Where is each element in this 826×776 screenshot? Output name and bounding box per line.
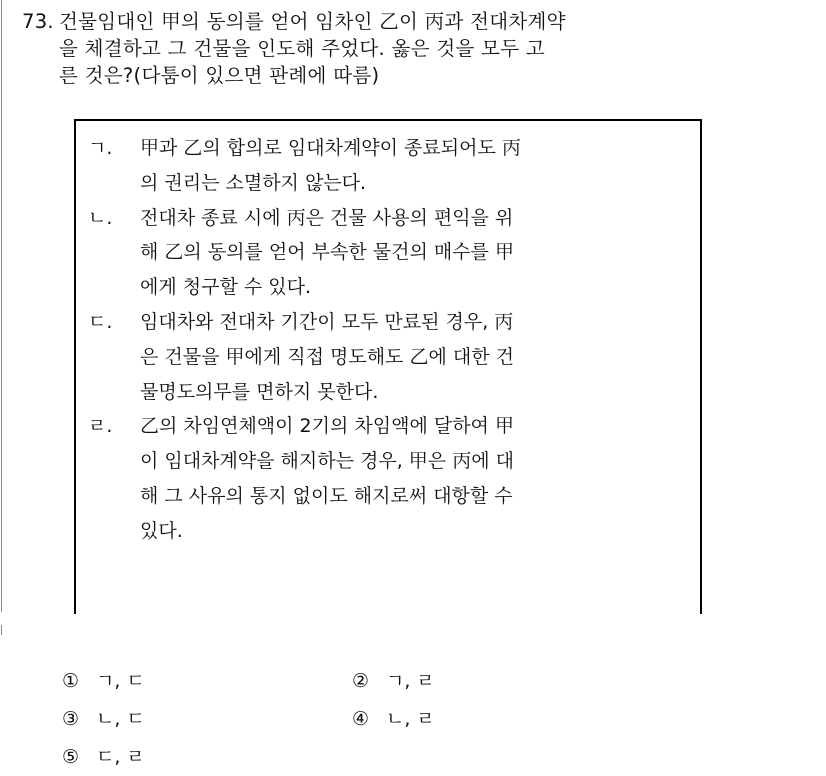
question-text: 을 체결하고 그 건물을 인도해 주었다. 옳은 것을 모두 고 [59,37,545,60]
choice-text: ㄴ, ㄹ [386,708,435,730]
statement-marker: ㄹ. [88,415,113,438]
choice-text: ㄱ, ㄷ [96,670,145,692]
choice-number: ④ [352,708,370,730]
choice-number: ⑤ [62,746,80,768]
statement-text: 물명도의무를 면하지 못한다. [140,380,379,403]
choice-row [62,662,762,700]
statement-text: 乙의 차임연체액이 2기의 차임액에 달하여 甲 [140,415,514,438]
statement-line [88,340,688,375]
answer-choices [62,662,762,776]
choice-4[interactable] [352,700,642,738]
question-number: 73. [22,10,54,33]
page-left-edge-tail [1,625,2,635]
choice-text: ㄱ, ㄹ [386,670,435,692]
statement-line [88,375,688,410]
question-line [22,8,782,35]
statement-text: 이 임대차계약을 해지하는 경우, 甲은 丙에 대 [140,450,514,473]
question-text: 른 것은?(다툼이 있으면 판례에 따름) [59,64,380,87]
choice-row [62,700,762,738]
statement-text: 임대차와 전대차 기간이 모두 만료된 경우, 丙 [140,310,514,333]
choice-row [62,738,762,776]
statement-line [88,514,688,549]
statement-marker: ㄴ. [88,206,113,229]
choice-number: ② [352,670,370,692]
question-line [22,35,782,62]
statement-line [88,270,688,305]
choice-number: ③ [62,708,80,730]
statement-text: 해 그 사유의 통지 없이도 해지로써 대항할 수 [140,484,513,507]
choice-text: ㄷ, ㄹ [96,746,145,768]
statement-text: 은 건물을 甲에게 직접 명도해도 乙에 대한 건 [140,345,514,368]
choice-2[interactable] [352,662,642,700]
statement-item-giyeok [88,131,688,166]
choice-text: ㄴ, ㄷ [96,708,145,730]
statement-item-nieun [88,201,688,236]
statement-line [88,166,688,201]
question-stem [22,8,782,89]
statement-text: 전대차 종료 시에 丙은 건물 사용의 편익을 위 [140,206,514,229]
statement-line [88,444,688,479]
statement-text: 있다. [140,519,183,542]
question-text: 건물임대인 甲의 동의를 얻어 임차인 乙이 丙과 전대차계약 [59,10,566,33]
statement-text: 에게 청구할 수 있다. [140,276,311,299]
choice-3[interactable] [62,700,352,738]
statement-text: 해 乙의 동의를 얻어 부속한 물건의 매수를 甲 [140,241,514,264]
statement-text: 의 권리는 소멸하지 않는다. [140,171,367,194]
statements-list [88,131,688,549]
page-left-edge [1,0,2,612]
question-line [22,62,782,89]
choice-number: ① [62,670,80,692]
statement-line [88,479,688,514]
statement-item-rieul [88,409,688,444]
statement-marker: ㄷ. [88,310,113,333]
statement-item-digeut [88,305,688,340]
statement-line [88,235,688,270]
choice-1[interactable] [62,662,352,700]
choice-5[interactable] [62,738,352,776]
statement-marker: ㄱ. [88,137,113,159]
statement-text: 甲과 乙의 합의로 임대차계약이 종료되어도 丙 [140,137,521,159]
